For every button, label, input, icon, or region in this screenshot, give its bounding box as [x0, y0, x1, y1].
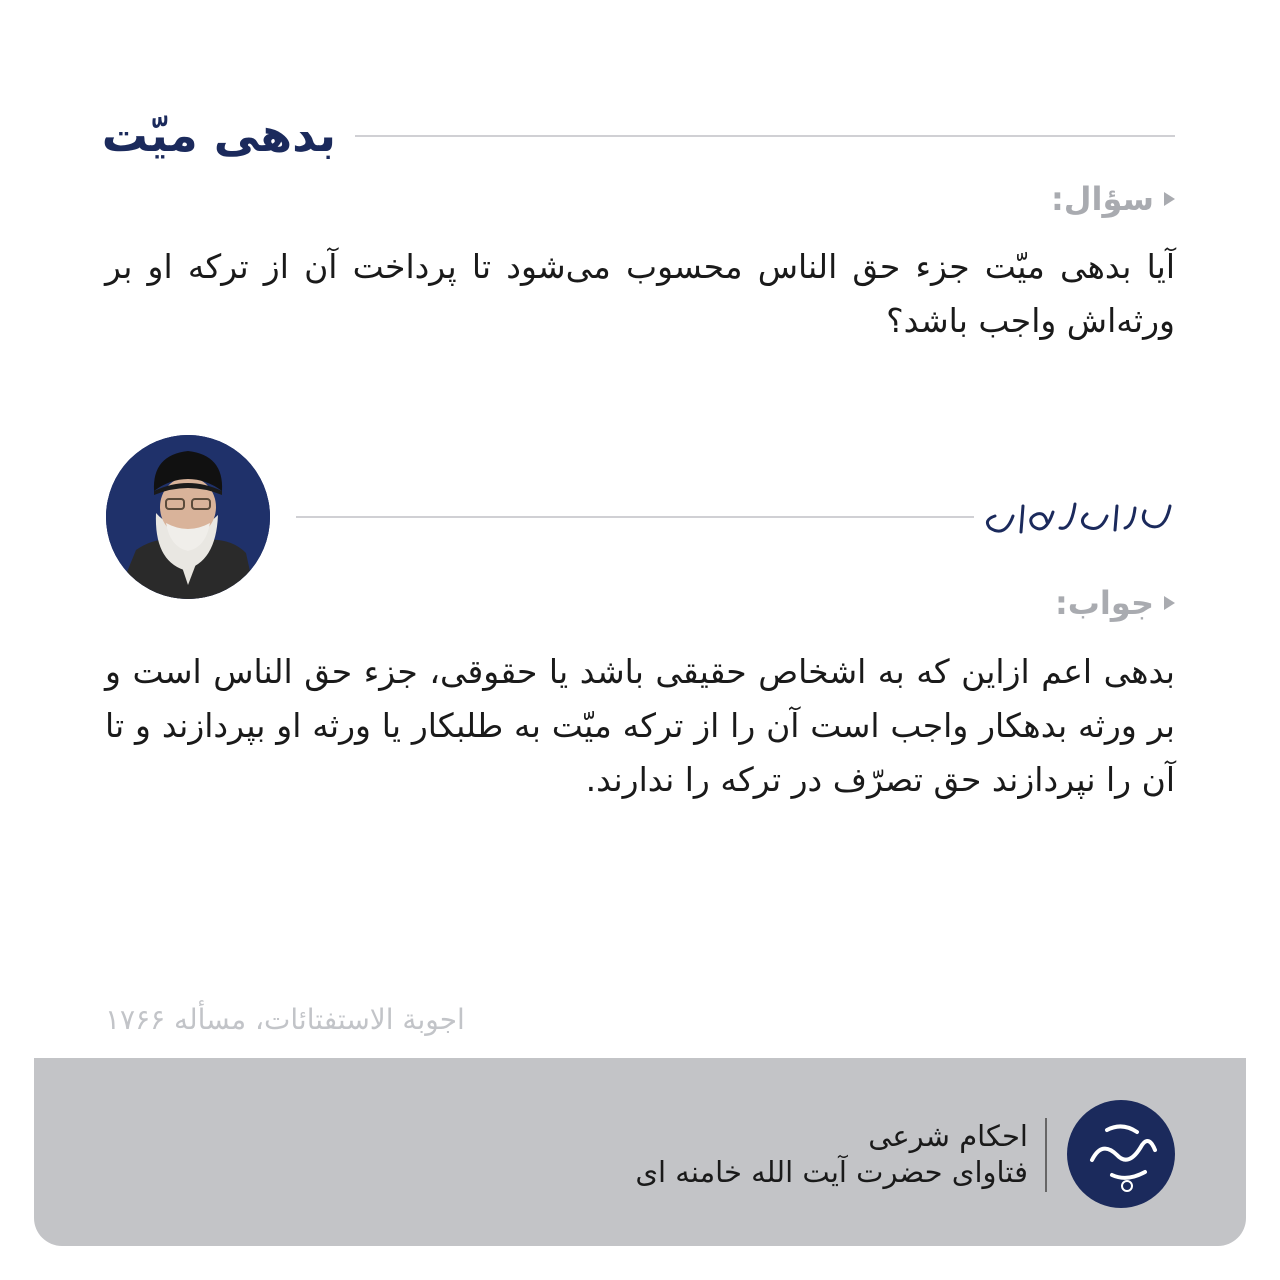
- answer-label-text: جواب:: [1054, 584, 1154, 622]
- footer-caption: [635, 1118, 1028, 1190]
- source-reference: اجوبة الاستفتائات، مسأله ۱۷۶۶: [105, 1003, 465, 1036]
- footer-divider: [1045, 1118, 1047, 1192]
- question-label-text: سؤال:: [1050, 180, 1154, 218]
- fiqh-logo-icon: [1067, 1100, 1175, 1208]
- portrait-illustration: [106, 435, 270, 599]
- question-label: [1051, 180, 1175, 218]
- bismillah-calligraphy: [975, 486, 1175, 550]
- cleric-portrait: [106, 435, 270, 599]
- calligraphy-drawing: [975, 486, 1175, 546]
- footer-line-1: احکام شرعی: [868, 1119, 1028, 1153]
- triangle-bullet-icon: [1164, 596, 1175, 610]
- signature-divider: [296, 516, 974, 518]
- logo-mark: [1067, 1100, 1175, 1208]
- answer-label: [1055, 584, 1175, 622]
- answer-text: بدهی اعم ازاین که به اشخاص حقیقی باشد یا حقوقی، جزء حق الناس است و بر ورثه بدهکار واجب است آن را از ترکه میّت به طلبکار یا ورثه او بپردازند و تا آن را نپردازند حق تصرّف در ترکه را ندارند.: [105, 652, 1175, 799]
- footer-line-2: فتاوای حضرت آیت الله خامنه ای: [635, 1155, 1028, 1189]
- page-title: بدهی میّت: [101, 108, 336, 162]
- triangle-bullet-icon: [1164, 192, 1175, 206]
- question-text: آیا بدهی میّت جزء حق الناس محسوب می‌شود تا پرداخت آن از ترکه او بر ورثه‌اش واجب باشد؟: [105, 247, 1175, 340]
- title-divider: [355, 135, 1175, 137]
